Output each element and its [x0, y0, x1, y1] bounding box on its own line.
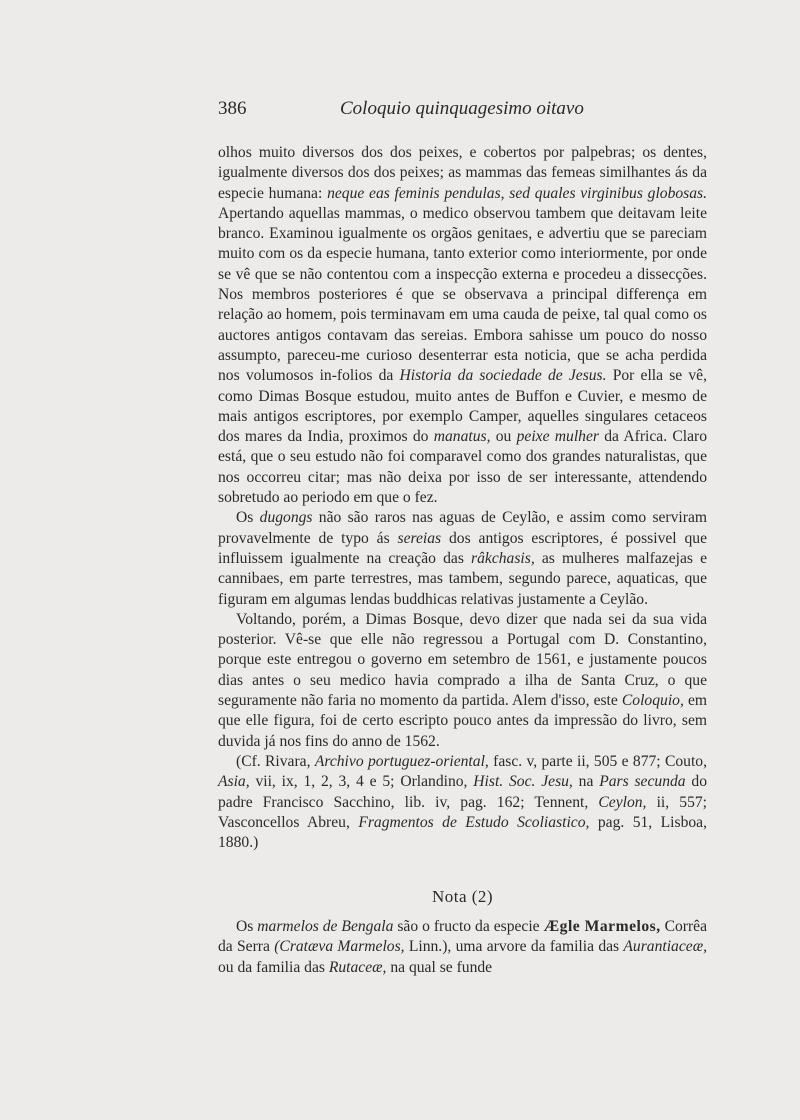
text-run: vii, ix, 1, 2, 3, 4 e 5; Orlandino, — [249, 773, 474, 791]
text-run: na — [572, 773, 600, 791]
text-run: da Africa. Claro está, que o seu estudo não foi comparavel como dos grandes naturalistas, que nos occorreu citar; mas não deixa por isso de ser interessante, attendendo sobretudo ao periodo em que o fez. — [218, 428, 708, 507]
page-header — [218, 98, 708, 126]
paragraph — [218, 143, 707, 508]
text-run: ii, 557; Vasconcellos Abreu, — [218, 793, 707, 831]
italic-text-run: Rutaceæ, — [328, 958, 387, 976]
text-run: (Cf. Rivara, — [236, 752, 315, 770]
text-run: as mulheres malfazejas e cannibaes, em parte terrestres, mas tambem, segundo parece, aquaticas, que figuram em algumas lendas buddhicas relativas justamente a Ceylão. — [218, 549, 707, 608]
paragraph — [218, 508, 707, 609]
italic-text-run: peixe mulher — [516, 428, 599, 446]
text-run: Os — [236, 918, 258, 935]
note-text — [218, 917, 707, 978]
text-run: não são raros nas aguas de Ceylão, e assim como serviram provavelmente de typo ás — [218, 509, 708, 547]
text-run: Os — [236, 509, 260, 527]
italic-text-run: Historia da sociedade de Jesus. — [399, 367, 607, 385]
text-run: são o fructo da especie — [393, 918, 544, 935]
text-run: Linn.), uma arvore da familia das — [404, 938, 624, 956]
text-run: Corrêa da Serra — [218, 918, 707, 956]
italic-text-run: marmelos de Bengala — [257, 918, 394, 935]
italic-text-run: Coloquio, — [621, 692, 684, 710]
italic-text-run: Fragmentos de Estudo Scoliastico, — [358, 813, 590, 831]
text-run: ou da familia das — [218, 958, 329, 976]
text-run: na qual se funde — [386, 958, 493, 976]
italic-text-run: sereias — [397, 529, 442, 547]
running-title: Coloquio quinquagesimo oitavo — [340, 98, 584, 119]
text-run: olhos muito diversos dos dos peixes, e cobertos por palpebras; os dentes, igualmente diversos dos dos peixes; as mammas das femeas similhantes ás da especie humana: — [218, 144, 707, 202]
text-run: ou — [490, 428, 517, 446]
italic-text-run: neque eas feminis pendulas, sed quales virginibus globosas. — [327, 184, 708, 202]
note-paragraph — [218, 917, 707, 978]
text-run: em que elle figura, foi de certo escripto pouco antes da impressão do livro, sem duvida já nos fins do anno de 1562. — [218, 692, 707, 750]
text-run: Voltando, porém, a Dimas Bosque, devo dizer que nada sei da sua vida posterior. Vê-se que elle não regressou a Portugal com D. Constantino, porque este entregou o governo em setembro de 1561, e justamente poucos dias antes o seu medico havia comprado a ilha de Santa Cruz, o que seguramente não faria no momento da partida. Alem d'isso, este — [218, 610, 707, 710]
note-title: Nota (2) — [431, 887, 494, 906]
italic-text-run: Archivo portuguez-oriental, — [314, 752, 489, 770]
italic-text-run: Pars secunda — [599, 773, 686, 791]
italic-text-run: Ceylon, — [598, 793, 647, 811]
page-number: 386 — [218, 98, 247, 119]
italic-text-run: (Cratæva Marmelos, — [274, 938, 405, 956]
italic-text-run: Asia, — [218, 773, 250, 791]
bold-text-run: Ægle Marmelos, — [543, 918, 661, 935]
paragraph — [218, 610, 707, 752]
text-run: pag. 51, Lisboa, 1880.) — [218, 813, 707, 852]
italic-text-run: Hist. Soc. Jesu, — [473, 773, 573, 791]
italic-text-run: râkchasis, — [471, 549, 535, 567]
text-run: fasc. v, parte ii, 505 e 877; Couto, — [488, 752, 707, 770]
italic-text-run: Aurantiaceæ, — [623, 938, 707, 956]
text-run: do padre Francisco Sacchino, lib. iv, pag. 162; Tennent, — [218, 773, 708, 811]
text-run: Apertando aquellas mammas, o medico observou tambem que deitavam leite branco. Examinou igualmente os orgãos genitaes, e advertiu que se pareciam muito com os da especie humana, tanto exterior como interiormente, por onde se vê que se não contentou com a inspecção externa e procedeu a dissecções. Nos membros posteriores é que se observava a principal differença em relação ao homem, pois terminavam em uma cauda de peixe, tal qual como os auctores antigos contavam das sereias. Embora sahisse um pouco do nosso assumpto, pareceu-me curioso desenterrar esta noticia, que se acha perdida nos volumosos in-folios da — [218, 204, 707, 385]
italic-text-run: dugongs — [259, 509, 313, 527]
body-text — [218, 143, 707, 853]
paragraph — [218, 752, 707, 853]
italic-text-run: manatus, — [433, 428, 491, 446]
text-run: Por ella se vê, como Dimas Bosque estudou, muito antes de Buffon e Cuvier, e mesmo de mais antigos escriptores, por exemplo Camper, aquelles singulares cetaceos dos mares da India, proximos do — [218, 367, 707, 446]
text-run: dos antigos escriptores, é possivel que influissem igualmente na creação das — [218, 529, 707, 567]
